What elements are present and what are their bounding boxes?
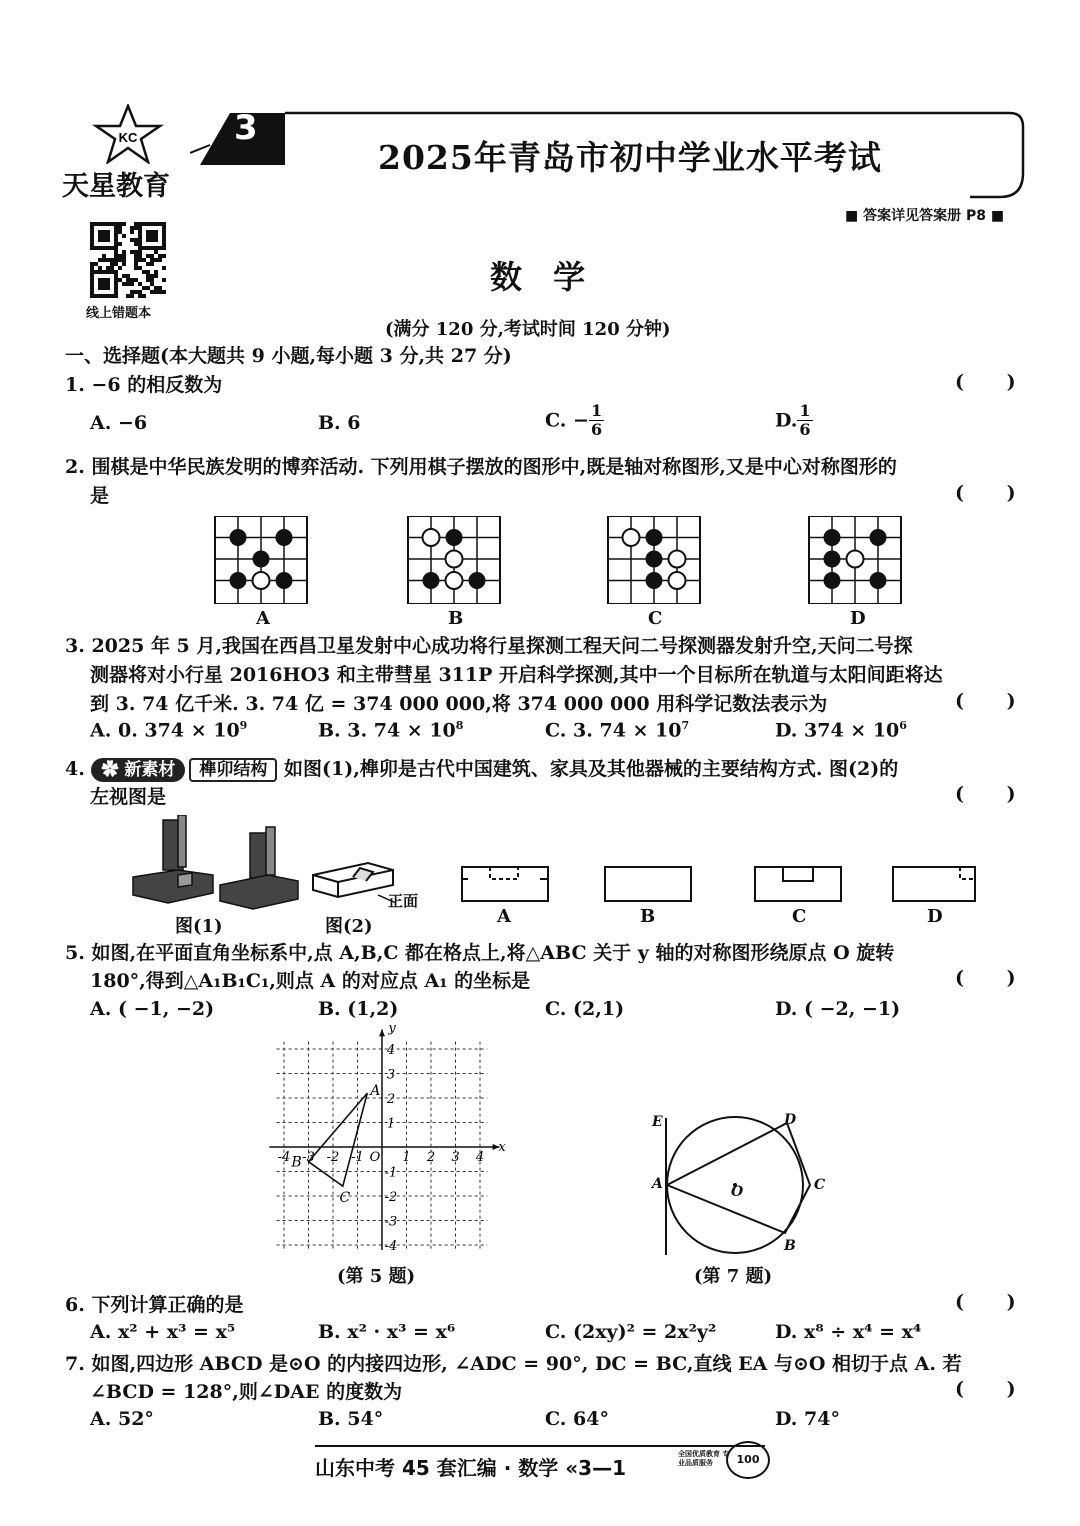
q4-label-b[interactable]: B	[640, 906, 656, 927]
q5-option-d[interactable]: D. ( −2, −1)	[775, 998, 901, 1020]
q5-line1: 5. 如图,在平面直角坐标系中,点 A,B,C 都在格点上,将△ABC 关于 y 轴的对称图形绕原点 O 旋转	[65, 942, 895, 964]
q2-label-d: D	[850, 608, 866, 629]
topic-tag: 榫卯结构	[189, 758, 277, 782]
footer-text: 山东中考 45 套汇编 · 数学 «3—1	[315, 1456, 626, 1480]
black-stone	[276, 529, 293, 546]
go-board-a[interactable]	[213, 516, 309, 604]
set-number: 3	[234, 108, 258, 148]
black-stone	[824, 572, 841, 589]
black-stone	[824, 529, 841, 546]
q7-option-d[interactable]: D. 74°	[775, 1408, 840, 1430]
q6-stem: 6. 下列计算正确的是	[65, 1294, 244, 1316]
black-stone	[230, 572, 247, 589]
q5-option-c[interactable]: C. (2,1)	[545, 998, 625, 1020]
x-tick-label: 3	[451, 1150, 460, 1165]
point-a-label: A	[652, 1176, 663, 1192]
brand-name: 天星教育	[62, 171, 170, 202]
q6-option-c[interactable]: C. (2xy)² = 2x²y²	[545, 1321, 717, 1343]
point-b-label: B	[291, 1154, 302, 1171]
flower-icon: ✿	[101, 760, 119, 780]
subject-title: 数 学	[490, 258, 596, 296]
q3-option-b[interactable]: B. 3. $74 \times 10^8$	[318, 719, 464, 742]
fig2-caption: 图(2)	[325, 916, 373, 937]
x-tick-label: -3	[302, 1150, 315, 1165]
go-board-d[interactable]	[807, 516, 903, 604]
x-tick-label: -1	[351, 1150, 364, 1165]
x-tick-label: 1	[402, 1150, 411, 1165]
q7-option-b[interactable]: B. 54°	[318, 1408, 384, 1430]
black-stone	[253, 551, 270, 568]
white-stone	[423, 529, 440, 546]
black-stone	[646, 551, 663, 568]
white-stone	[669, 551, 686, 568]
q6-answer-paren[interactable]: ( )	[955, 1291, 1034, 1313]
q3-option-d[interactable]: D. $374 \times 10^6$	[775, 719, 907, 742]
q7-line1: 7. 如图,四边形 ABCD 是⊙O 的内接四边形, ∠ADC = 90°, DC = BC,直线 EA 与⊙O 相切于点 A. 若	[65, 1353, 962, 1375]
front-label: 正面	[388, 892, 419, 910]
svg-text:KC: KC	[118, 130, 138, 145]
q2-label-c: C	[648, 608, 663, 629]
y-tick-label: 1	[386, 1116, 396, 1132]
q5-option-a[interactable]: A. ( −1, −2)	[90, 998, 215, 1020]
q3-line2: 测器将对小行星 2016HO3 和主带彗星 311P 开启科学探测,其中一个目标所在轨道与太阳间距将达	[90, 664, 943, 686]
q5-option-b[interactable]: B. (1,2)	[318, 998, 399, 1020]
q7-figure-caption: (第 7 题)	[694, 1266, 773, 1287]
star-logo-icon	[92, 104, 164, 164]
exam-info: (满分 120 分,考试时间 120 分钟)	[385, 319, 671, 340]
exam-title: 2025年青岛市初中学业水平考试	[378, 138, 882, 177]
q3-option-a[interactable]: A. 0. $374 \times 10^9$	[90, 719, 248, 742]
x-tick-label: 2	[426, 1150, 436, 1165]
y-tick-label: -1	[384, 1165, 398, 1181]
footer-rule	[315, 1445, 765, 1447]
left-view-options	[460, 865, 980, 905]
q4-label-a[interactable]: A	[497, 906, 511, 927]
q3-line3: 到 3. 74 亿千米. 3. 74 亿 = 374 000 000,将 374 000 000 用科学记数法表示为	[90, 693, 828, 715]
x-axis-label: x	[498, 1140, 506, 1155]
point-d-label: D	[784, 1112, 797, 1128]
q1-option-a[interactable]: A. −6	[90, 412, 148, 434]
coordinate-grid-figure	[262, 1025, 512, 1250]
point-o-label: O	[731, 1184, 744, 1200]
x-tick-label: -2	[326, 1150, 340, 1165]
black-stone	[423, 572, 440, 589]
y-tick-label: -2	[384, 1190, 398, 1205]
q2-label-b: B	[448, 608, 464, 629]
y-tick-label: -3	[384, 1214, 398, 1230]
footer-badge-icon: 100	[726, 1441, 770, 1479]
white-stone	[446, 572, 463, 589]
q1-option-b[interactable]: B. 6	[318, 412, 361, 434]
q2-label-a: A	[256, 608, 270, 629]
y-axis-label: y	[388, 1025, 396, 1036]
q4-stem-line2: 左视图是	[90, 786, 167, 808]
y-tick-label: 4	[386, 1043, 396, 1058]
y-tick-label: -4	[384, 1239, 398, 1250]
q1-answer-paren[interactable]: ( )	[955, 371, 1034, 393]
qr-caption: 线上错题本	[86, 306, 152, 321]
black-stone	[276, 572, 293, 589]
x-tick-label: 4	[475, 1150, 485, 1165]
q1-stem: 1. −6 的相反数为	[65, 374, 223, 396]
black-stone	[230, 529, 247, 546]
black-stone	[646, 529, 663, 546]
black-stone	[646, 572, 663, 589]
point-b-label: B	[784, 1238, 796, 1254]
q3-line1: 3. 2025 年 5 月,我国在西昌卫星发射中心成功将行星探测工程天问二号探测器发射升空,天问二号探	[65, 635, 913, 657]
q5-line2: 180°,得到△A₁B₁C₁,则点 A 的对应点 A₁ 的坐标是	[90, 970, 531, 992]
go-board-c[interactable]	[606, 516, 702, 604]
q7-option-c[interactable]: C. 64°	[545, 1408, 609, 1430]
black-stone	[870, 572, 887, 589]
q6-option-a[interactable]: A. x² + x³ = x⁵	[90, 1321, 236, 1343]
point-c-label: C	[814, 1177, 826, 1193]
q3-option-c[interactable]: C. 3. $74 \times 10^7$	[545, 719, 690, 742]
triangle-abc	[309, 1093, 368, 1186]
white-stone	[253, 572, 270, 589]
q6-option-b[interactable]: B. x² · x³ = x⁶	[318, 1321, 456, 1343]
q5-figure-caption: (第 5 题)	[337, 1266, 416, 1287]
q7-line2: ∠BCD = 128°,则∠DAE 的度数为	[90, 1381, 403, 1403]
x-tick-label: -4	[277, 1150, 291, 1165]
black-stone	[870, 529, 887, 546]
qr-code-icon[interactable]	[90, 222, 166, 298]
q4-stem-line1: 4. ✿ 新素材 榫卯结构 如图(1),榫卯是古代中国建筑、家具及其他器械的主要结构方式. 图(2)的	[65, 758, 899, 780]
fig1-caption: 图(1)	[175, 916, 223, 937]
q1-option-d[interactable]: D. $\frac{1}{6}$	[775, 401, 811, 439]
black-stone	[824, 551, 841, 568]
q2-stem-line2: 是	[90, 485, 110, 507]
white-stone	[446, 551, 463, 568]
go-board-b[interactable]	[406, 516, 502, 604]
y-tick-label: 2	[386, 1092, 396, 1107]
black-stone	[469, 572, 486, 589]
black-stone	[446, 529, 463, 546]
q2-answer-paren[interactable]: ( )	[955, 482, 1034, 504]
section-heading: 一、选择题(本大题共 9 小题,每小题 3 分,共 27 分)	[65, 345, 512, 367]
origin-label: O	[369, 1150, 381, 1165]
point-c-label: C	[339, 1190, 351, 1207]
q7-answer-paren[interactable]: ( )	[955, 1378, 1034, 1400]
q1-option-c[interactable]: C. − $\frac{1}{6}$	[545, 401, 603, 439]
q7-option-a[interactable]: A. 52°	[90, 1408, 154, 1430]
white-stone	[847, 551, 864, 568]
point-a-label: A	[370, 1083, 381, 1100]
logo	[92, 104, 164, 164]
y-tick-label: 3	[386, 1067, 396, 1083]
q5-answer-paren[interactable]: ( )	[955, 967, 1034, 989]
q3-answer-paren[interactable]: ( )	[955, 690, 1034, 712]
white-stone	[623, 529, 640, 546]
q2-stem-line1: 2. 围棋是中华民族发明的博弈活动. 下列用棋子摆放的图形中,既是轴对称图形,又是中心对称图形的	[65, 456, 897, 478]
answer-note: ■ 答案详见答案册 P8 ■	[845, 208, 1005, 224]
point-e-label: E	[652, 1114, 663, 1130]
q4-answer-paren[interactable]: ( )	[955, 783, 1034, 805]
q4-label-d[interactable]: D	[927, 906, 943, 927]
footer-mini-text: 全国优质教育 专业品质服务	[678, 1450, 730, 1467]
q4-label-c[interactable]: C	[792, 906, 807, 927]
new-material-badge: ✿ 新素材	[91, 758, 185, 782]
q6-option-d[interactable]: D. x⁸ ÷ x⁴ = x⁴	[775, 1321, 922, 1343]
white-stone	[669, 572, 686, 589]
